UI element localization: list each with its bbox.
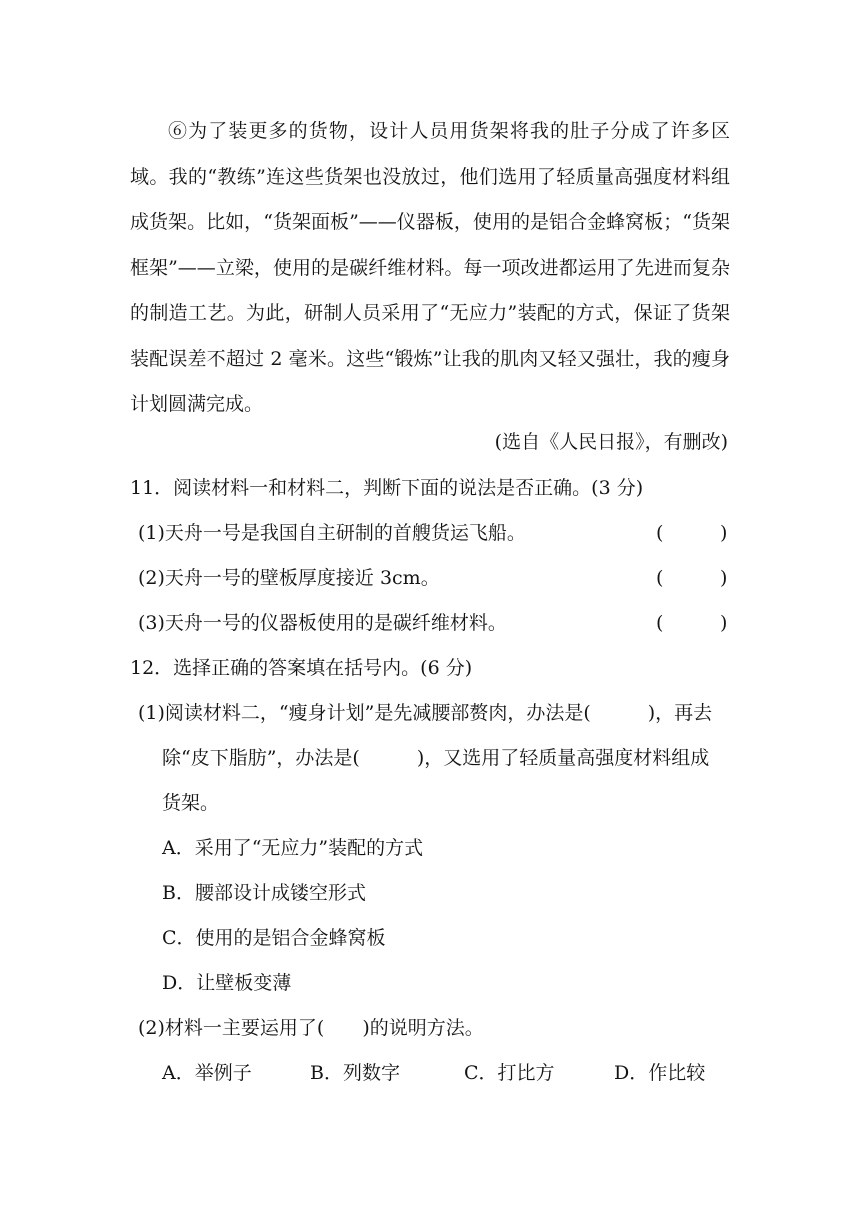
answer-blank-11-2[interactable]: ( )	[656, 567, 728, 589]
option-2-c: C．打比方	[464, 1062, 555, 1084]
answer-blank-11-1[interactable]: ( )	[656, 522, 728, 544]
option-2-a: A．举例子	[162, 1062, 252, 1084]
option-1-c: C．使用的是铝合金蜂窝板	[162, 927, 386, 949]
question-11-item-2: (2)天舟一号的壁板厚度接近 3cm。	[138, 567, 440, 589]
option-1-d: D．让壁板变薄	[162, 972, 292, 994]
question-12-sub1-line-2: 除“皮下脂肪”，办法是( )，又选用了轻质量高强度材料组成	[162, 747, 710, 769]
question-11-item-3: (3)天舟一号的仪器板使用的是碳纤维材料。	[138, 612, 507, 634]
question-12-sub1-line-1: (1)阅读材料二，“瘦身计划”是先减腰部赘肉，办法是( )，再去	[138, 702, 713, 724]
question-12-stem: 12．选择正确的答案填在括号内。(6 分)	[130, 657, 473, 679]
option-2-b: B．列数字	[310, 1062, 400, 1084]
answer-blank-11-3[interactable]: ( )	[656, 612, 728, 634]
source-citation: (选自《人民日报》，有删改)	[494, 431, 728, 453]
option-1-b: B．腰部设计成镂空形式	[162, 882, 366, 904]
option-2-d: D．作比较	[614, 1062, 706, 1084]
passage-paragraph-6	[130, 109, 730, 428]
question-12-sub1-line-3: 货架。	[162, 792, 220, 814]
question-11-stem: 11．阅读材料一和材料二，判断下面的说法是否正确。(3 分)	[130, 477, 644, 499]
paragraph-6-text: ⑥为了装更多的货物，设计人员用货架将我的肚子分成了许多区域。我的“教练”连这些货架也没放过，他们选用了轻质量高强度材料组成货架。比如，“货架面板”——仪器板，使用的是铝合金蜂窝板；“货架框架”——立梁，使用的是碳纤维材料。每一项改进都运用了先进而复杂的制造工艺。为此，研制人员采用了“无应力”装配的方式，保证了货架装配误差不超过 2 毫米。这些“锻炼”让我的肌肉又轻又强壮，我的瘦身计划圆满完成。	[130, 120, 730, 415]
question-12-sub2: (2)材料一主要运用了( )的说明方法。	[138, 1017, 484, 1039]
option-1-a: A．采用了“无应力”装配的方式	[162, 837, 424, 859]
question-11-item-1: (1)天舟一号是我国自主研制的首艘货运飞船。	[138, 522, 526, 544]
